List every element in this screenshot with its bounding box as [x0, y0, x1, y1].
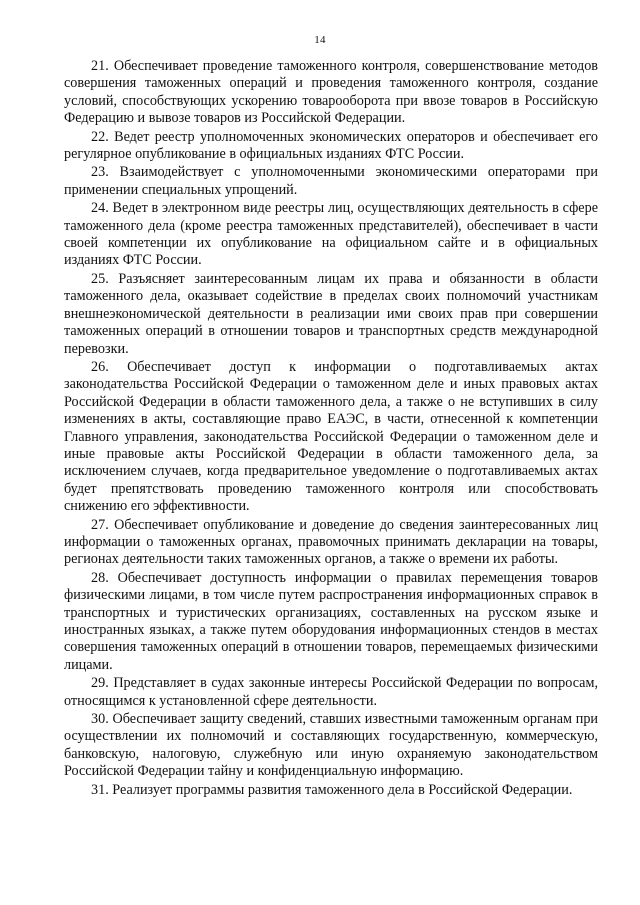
paragraph-25: 25. Разъясняет заинтересованным лицам их права и обязанности в области таможенного дела, оказывает содействие в пределах своих полномочий участникам внешнеэкономической деятельности в реализации ими своих прав при совершении таможенных операций в отношении товаров и транспортных средств международной перевозки. [64, 270, 598, 357]
page-number: 14 [314, 34, 326, 46]
paragraph-31: 31. Реализует программы развития таможенного дела в Российской Федерации. [91, 781, 573, 798]
paragraph-27: 27. Обеспечивает опубликование и доведение до сведения заинтересованных лиц информации о таможенных органах, правомочных принимать декларации на товары, регионах деятельности таких таможенных органов, а также о времени их работы. [64, 516, 598, 568]
paragraph-28: 28. Обеспечивает доступность информации о правилах перемещения товаров физическими лицами, в том числе путем распространения информационных справок в транспортных и туристических организациях, составленных на русском языке и иностранных языках, а также путем оборудования информационных стендов в местах совершения таможенных операций в отношении товаров, перемещаемых физическими лицами. [64, 569, 598, 673]
paragraph-24: 24. Ведет в электронном виде реестры лиц, осуществляющих деятельность в сфере таможенного дела (кроме реестра таможенных представителей), обеспечивает в части своей компетенции их опубликование на официальном сайте и в официальных изданиях ФТС России. [64, 200, 598, 269]
paragraph-29: 29. Представляет в судах законные интересы Российской Федерации по вопросам, относящимся к установленной сфере деятельности. [64, 675, 598, 709]
paragraph-26: 26. Обеспечивает доступ к информации о подготавливаемых актах законодательства Российской Федерации о таможенном деле и иных правовых актах Российской Федерации в области таможенного дела, а также о не вступивших в силу изменениях в акты, составляющие право ЕАЭС, в части, отнесенной к компетенции Главного управления, законодательства Российской Федерации о таможенном деле и иные правовые акты Российской Федерации в области таможенного дела, за исключением случаев, когда предварительное уведомление о подготавливаемых актах будет препятствовать проведению таможенного контроля или способствовать снижению его эффективности. [64, 358, 598, 515]
paragraph-21: 21. Обеспечивает проведение таможенного контроля, совершенствование методов совершения таможенных операций и проведения таможенного контроля, создание условий, способствующих ускорению товарооборота при ввозе товаров в Российскую Федерацию и вывозе товаров из Российской Федерации. [64, 58, 598, 127]
paragraph-30: 30. Обеспечивает защиту сведений, ставших известными таможенным органам при осуществлении их полномочий и составляющих государственную, коммерческую, банковскую, налоговую, служебную или иную охраняемую законодательством Российской Федерации тайну и конфиденциальную информацию. [64, 711, 598, 780]
document-body [64, 58, 598, 800]
paragraph-22: 22. Ведет реестр уполномоченных экономических операторов и обеспечивает его регулярное опубликование в официальных изданиях ФТС России. [64, 128, 598, 163]
paragraph-23: 23. Взаимодействует с уполномоченными экономическими операторами при применении специальных упрощений. [64, 164, 598, 198]
